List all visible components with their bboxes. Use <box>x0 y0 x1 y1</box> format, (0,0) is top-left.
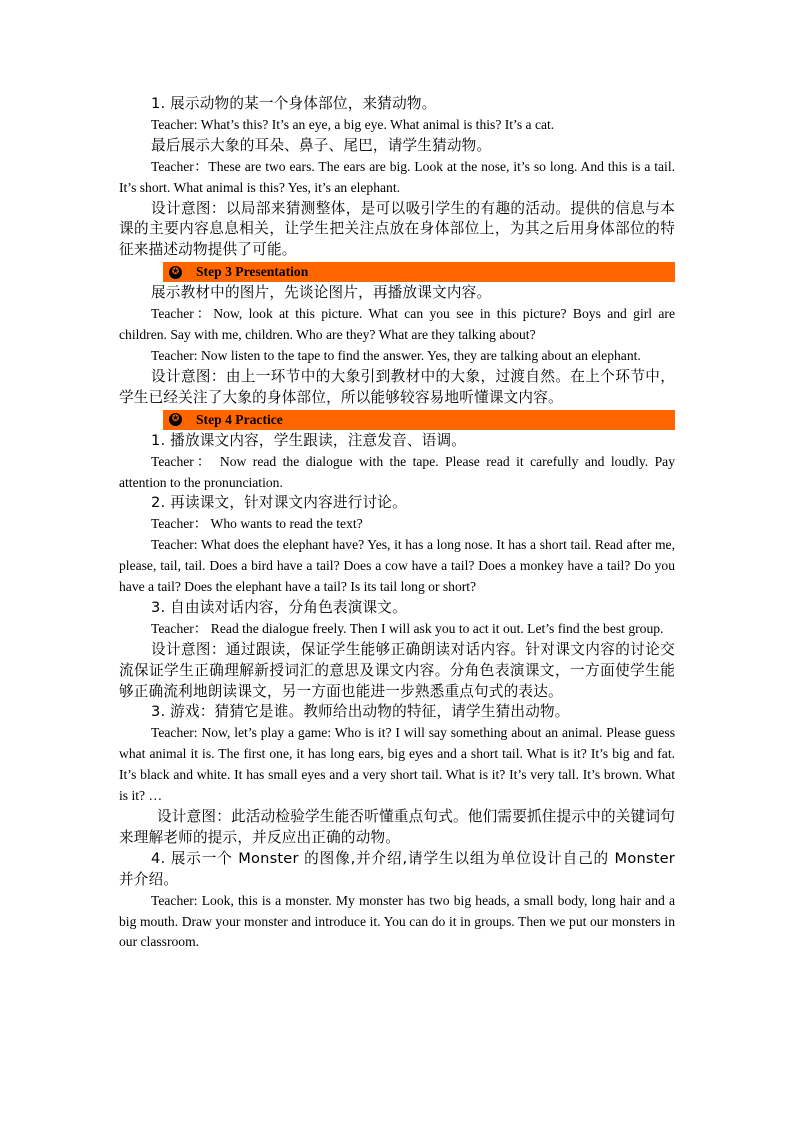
step4-teacher-line-5: Teacher: Now, let’s play a game: Who is it? I will say something about an animal. Please guess what animal it is. The first one, it has long ears, big eyes and a short tail. What is it? It’s big and fat. It’s black and white. It has small eyes and a very short tail. What is it? It’s very tall. It’s brown. What is it? … <box>119 725 675 804</box>
step4-task-game: 3. 游戏：猜猜它是谁。教师给出动物的特征，请学生猜出动物。 <box>151 703 570 721</box>
step4-teacher-line-3: Teacher: What does the elephant have? Yes, it has a long nose. It has a short tail. Read after me, please, tail, tail. Does a bird have a tail? Does a cow have a tail? Does a monkey have a tail? Do you have a tail? Does the elephant have a tail? Is its tail long or short? <box>119 537 675 595</box>
star-bullet-icon: ✪ <box>169 413 182 426</box>
step4-teacher-line-6: Teacher: Look, this is a monster. My monster has two big heads, a small body, long hair and a big mouth. Draw your monster and introduce it. You can do it in groups. Then we put our monsters in our classroom. <box>119 892 675 950</box>
step4-task-monster: 4. 展示一个 Monster 的图像,并介绍,请学生以组为单位设计自己的 Monster 并介绍。 <box>119 849 675 888</box>
step4-task-1: 1. 播放课文内容，学生跟读，注意发音、语调。 <box>151 431 467 449</box>
lesson-plan-page <box>119 94 675 953</box>
design-intent-2: 设计意图：由上一环节中的大象引到教材中的大象，过渡自然。在上个环节中，学生已经关注了大象的身体部位，所以能够较容易地听懂课文内容。 <box>119 367 675 406</box>
star-bullet-icon: ✪ <box>169 266 182 279</box>
step4-task-2: 2. 再读课文，针对课文内容进行讨论。 <box>151 494 407 512</box>
step4-teacher-line-2: Teacher： Who wants to read the text? <box>151 516 363 532</box>
design-intent-3: 设计意图：通过跟读，保证学生能够正确朗读对话内容。针对课文内容的讨论交流保证学生正确理解新授词汇的意思及课文内容。分角色表演课文，一方面使学生能够正确流利地朗读课文，另一方面也能进一步熟悉重点句式的表达。 <box>119 640 675 700</box>
step-3-header <box>163 262 675 282</box>
step4-teacher-line-1: Teacher： Now read the dialogue with the tape. Please read it carefully and loudly. Pay attention to the pronunciation. <box>119 453 675 490</box>
teacher-line-cat: Teacher: What’s this? It’s an eye, a big eye. What animal is this? It’s a cat. <box>151 116 555 132</box>
step3-teacher-line-2: Teacher: Now listen to the tape to find the answer. Yes, they are talking about an elephant. <box>151 347 641 363</box>
design-intent-4: 设计意图：此活动检验学生能否听懂重点句式。他们需要抓住提示中的关键词句来理解老师的提示，并反应出正确的动物。 <box>119 808 675 846</box>
step-4-header <box>163 410 675 430</box>
step4-task-3: 3. 自由读对话内容，分角色表演课文。 <box>151 598 407 616</box>
step-3-title: Step 3 Presentation <box>196 264 309 280</box>
step3-show-pictures: 展示教材中的图片，先谈论图片，再播放课文内容。 <box>151 284 492 302</box>
task-guess-animal: 1. 展示动物的某一个身体部位，来猜动物。 <box>151 95 437 112</box>
design-intent-1: 设计意图：以局部来猜测整体，是可以吸引学生的有趣的活动。提供的信息与本课的主要内容息息相关，让学生把关注点放在身体部位上，为其之后用身体部位的特征来描述动物提供了可能。 <box>119 199 675 259</box>
step-4-title: Step 4 Practice <box>196 411 283 427</box>
step3-teacher-line-1: Teacher：Now, look at this picture. What can you see in this picture? Boys and girl are children. Say with me, children. Who are they? What are they talking about? <box>119 306 675 343</box>
teacher-line-elephant: Teacher：These are two ears. The ears are big. Look at the nose, it’s so long. And this is a tail. It’s short. What animal is this? Yes, it’s an elephant. <box>119 158 675 195</box>
step4-teacher-line-4: Teacher： Read the dialogue freely. Then I will ask you to act it out. Let’s find the best group. <box>151 620 664 636</box>
final-show-elephant: 最后展示大象的耳朵、鼻子、尾巴，请学生猜动物。 <box>151 136 492 154</box>
